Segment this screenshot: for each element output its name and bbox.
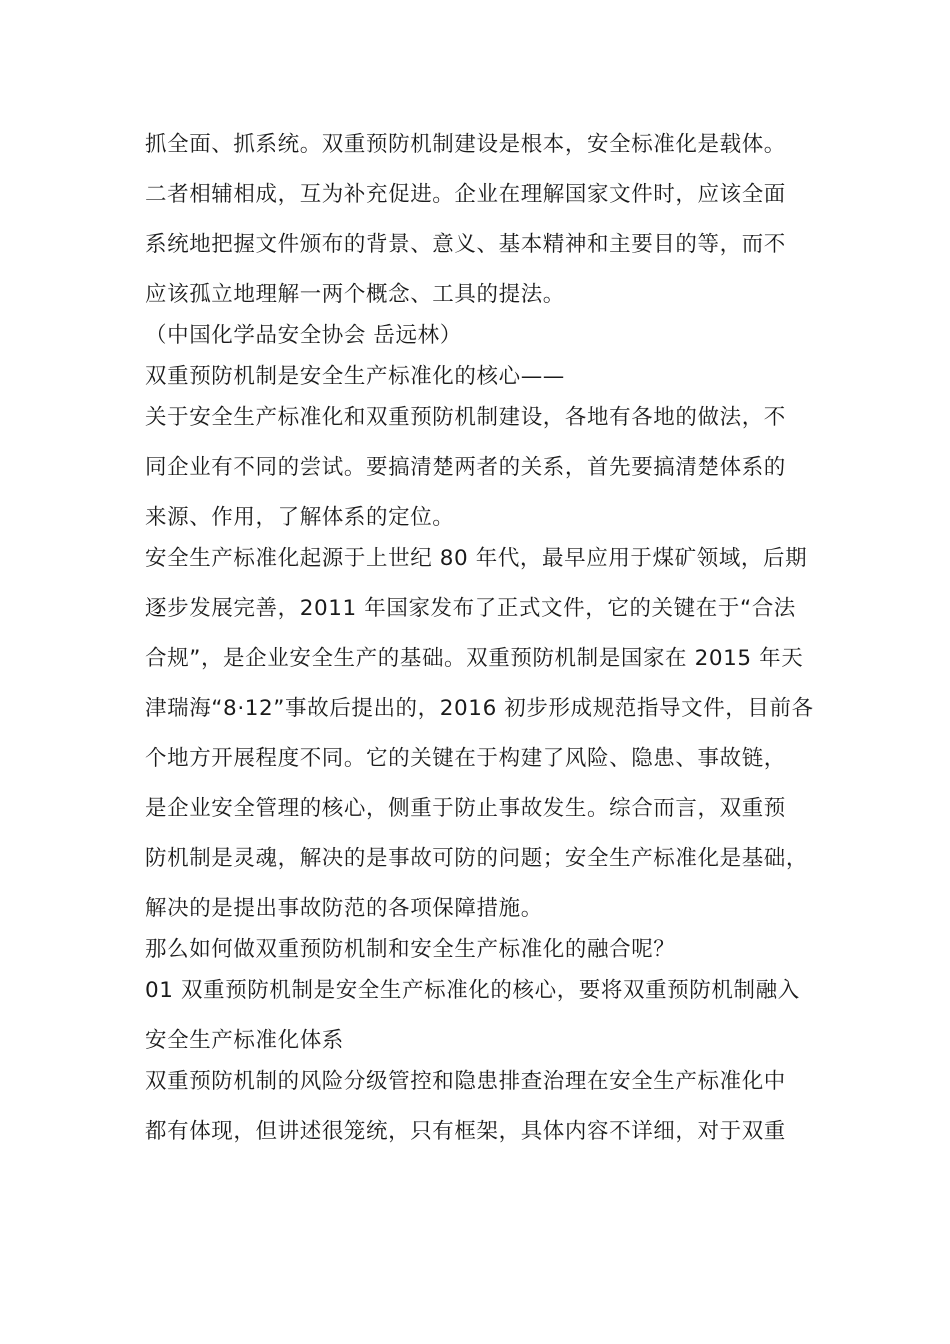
text-line: 逐步发展完善，2011 年国家发布了正式文件，它的关键在于“合法 [145, 596, 796, 621]
question-line: 那么如何做双重预防机制和安全生产标准化的融合呢？ [145, 937, 676, 962]
author-credit: （中国化学品安全协会 岳远林） [145, 323, 462, 348]
text-line: 关于安全生产标准化和双重预防机制建设，各地有各地的做法，不 [145, 405, 786, 430]
text-line: 应该孤立地理解一两个概念、工具的提法。 [145, 282, 565, 307]
text-line: 个地方开展程度不同。它的关键在于构建了风险、隐患、事故链， [145, 746, 786, 771]
document-body [145, 132, 835, 1169]
subheading-line: 01 双重预防机制是安全生产标准化的核心，要将双重预防机制融入 [145, 978, 800, 1003]
text-line: 来源、作用，了解体系的定位。 [145, 505, 455, 530]
text-line: 津瑞海“8·12”事故后提出的，2016 初步形成规范指导文件，目前各 [145, 696, 814, 721]
text-line: 系统地把握文件颁布的背景、意义、基本精神和主要目的等，而不 [145, 232, 786, 257]
text-line: 是企业安全管理的核心，侧重于防止事故发生。综合而言，双重预 [145, 796, 786, 821]
text-line: 二者相辅相成，互为补充促进。企业在理解国家文件时，应该全面 [145, 182, 786, 207]
text-line: 同企业有不同的尝试。要搞清楚两者的关系，首先要搞清楚体系的 [145, 455, 786, 480]
section-heading: 双重预防机制是安全生产标准化的核心—— [145, 364, 565, 389]
text-line: 防机制是灵魂，解决的是事故可防的问题；安全生产标准化是基础， [145, 846, 809, 871]
text-line: 都有体现，但讲述很笼统，只有框架，具体内容不详细，对于双重 [145, 1119, 786, 1144]
text-line: 双重预防机制的风险分级管控和隐患排查治理在安全生产标准化中 [145, 1069, 786, 1094]
text-line: 安全生产标准化起源于上世纪 80 年代，最早应用于煤矿领域，后期 [145, 546, 808, 571]
text-line: 抓全面、抓系统。双重预防机制建设是根本，安全标准化是载体。 [145, 132, 786, 157]
subheading-line: 安全生产标准化体系 [145, 1028, 344, 1053]
text-line: 合规”，是企业安全生产的基础。双重预防机制是国家在 2015 年天 [145, 646, 804, 671]
text-line: 解决的是提出事故防范的各项保障措施。 [145, 896, 543, 921]
